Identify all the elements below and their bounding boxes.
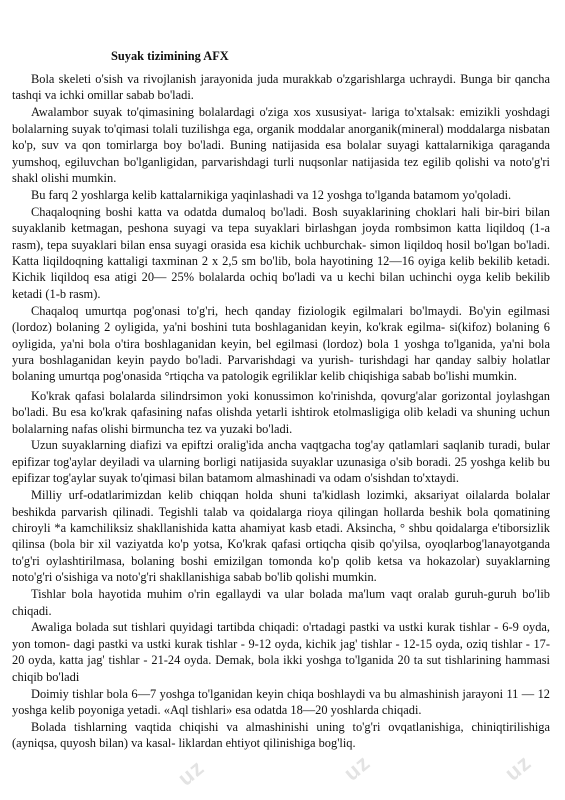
paragraph: Bu farq 2 yoshlarga kelib kattalarnikiga yaqinlashadi va 12 yoshga to'lganda batamom yo'qoladi. [31,187,512,202]
paragraph: Awalambor suyak to'qimasining bolalardagi o'ziga xos xususiyat- lariga to'xtalsak: emizikli yoshdagi bolalarning suyak to'qimasi tolali tuzilishga ega, organik moddalar anorganik(mineral) moddalarga nisbatan ko'p, suv va qon tomirlarga boy bo'ladi. Buning natijasida esa bolalar suyagi kattalarnikiga qaraganda yumshoq, egiluvchan bo'lganligidan, parvarishdagi turli nuqsonlar natijasida tez egilib qolishi va noto'g'ri shakl olishi mumkin. [12,105,550,185]
paragraph: Tishlar bola hayotida muhim o'rin egallaydi va ular bolada ma'lum vaqt oralab guruh-guruh bo'lib chiqadi. [12,587,550,618]
document-title: Suyak tizimining AFX [111,49,229,63]
paragraph: Uzun suyaklarning diafizi va epiftzi oralig'ida ancha vaqtgacha tog'ay qatlamlari saqlanib turadi, bular epifizar tog'aylar deyiladi va ularning borligi natijasida suyaklar uzunasiga o'sib boradi. 25 yoshga kelib bu epifizar tog'aylar suyak to'qimasi bilan batamom almashinadi va odam o'sishdan to'xtaydi. [12,438,550,486]
paragraph: Milliy urf-odatlarimizdan kelib chiqqan holda shuni ta'kidlash lozimki, aksariyat oilalarda bolalar beshikda parvarish qilinadi. Tegishli talab va qoidalarga rioya qilingan hollarda beshik bola qomatining chiroyli *a kamchiliksiz shakllanishida katta ahamiyat kasb etadi. Aksincha, ° shbu qoidalarga e'tiborsizlik qilinsa (bola bir xil vaziyatda ko'p yotsa, Ko'krak qafasi ortiqcha qisib qo'yilsa, oyoqlarbog'lanayotganda to'g'ri oylashtirilmasa, bolaning boshi emizilgan tomonda ko'p qolib ketsa va hokazolar) suyaklarning noto'g'ri o'sishiga va noto'g'ri shakllanishiga sabab bo'lib qolishi mumkin. [12,488,550,585]
paragraph: Chaqaloq umurtqa pog'onasi to'g'ri, hech qanday fiziologik egilmalari bo'lmaydi. Bo'yin egilmasi (lordoz) bolaning 2 oyligida, ya'ni boshini tuta boshlaganidan keyin, ko'krak egilma- si(kifoz) bolaning 6 oyligida, ya'ni bola o'tira boshlaganidan keyin, bel egilmasi (lordoz) bola 1 yoshga to'lganida, ya'ni bola yura boshlaganidan keyin paydo bo'ladi. Parvarishdagi va yurish- turishdagi har qanday salbiy holatlar bolaning umurtqa pog'onasida °rtiqcha va patologik egriliklar kelib chiqishiga sabab bo'lishi mumkin. [12,303,550,384]
watermark: uz [499,749,537,786]
paragraph: Awaliga bolada sut tishlari quyidagi tartibda chiqadi: o'rtadagi pastki va ustki kurak tishlar - 6-9 oyda, yon tomon- dagi pastki va ustki kurak tishlar - 9-12 oyda, kichik jag' tishlar - 12-15 oyda, oziq tishlar - 17-20 oyda, katta jag' tishlar - 21-24 oyda. Demak, bola ikki yoshga to'lganida 20 ta sut tishlarining hammasi chiqib bo'ladi [12,620,550,684]
paragraph: Doimiy tishlar bola 6—7 yoshga to'lganidan keyin chiqa boshlaydi va bu almashinish jarayoni 11 — 12 yoshga kelib poyoniga yetadi. «Aql tishlari» esa odatda 18—20 yoshlarda chiqadi. [12,686,550,717]
document-page [12,48,550,752]
paragraph: Bolada tishlarning vaqtida chiqishi va almashinishi uning to'g'ri ovqatlanishiga, chiniqtirilishiga (ayniqsa, quyosh bilan) va kasal- liklardan ehtiyot qilinishiga bog'liq. [12,719,550,751]
watermark: uz [338,749,376,786]
paragraph: Chaqaloqning boshi katta va odatda dumaloq bo'ladi. Bosh suyaklarining choklari hali bir-biri bilan suyaklanib ketmagan, peshona suyagi va tepa suyaklari birlashgan joyda rombsimon katta liqildoq (1-a rasm), tepa suyaklari bilan ensa suyagi orasida esa kichik uchburchak- simon liqildoq hosil bo'lgan bo'ladi. Katta liqildoqning kattaligi taxminan 2 x 2,5 sm bo'lib, bola hayotining 12—16 oyiga kelib bekilib ketadi. Kichik liqildoq esa atigi 20— 25% bolalarda ochiq bo'ladi va u kechi bilan uchinchi oyga kelib bekilib ketadi (1-b rasm). [12,204,550,301]
paragraph: Bola skeleti o'sish va rivojlanish jarayonida juda murakkab o'zgarishlarga uchraydi. Bunga bir qancha tashqi va ichki omillar sabab bo'ladi. [12,72,550,103]
paragraph: Ko'krak qafasi bolalarda silindrsimon yoki konussimon ko'rinishda, qovurg'alar gorizontal joylashgan bo'ladi. Bu esa ko'krak qafasining nafas olishda yetarli ishtirok etolmasligiga olib keladi va shuning uchun bolalarning nafas olishi birmuncha tez va yuzaki bo'ladi. [12,388,550,436]
watermark: uz [172,754,210,791]
